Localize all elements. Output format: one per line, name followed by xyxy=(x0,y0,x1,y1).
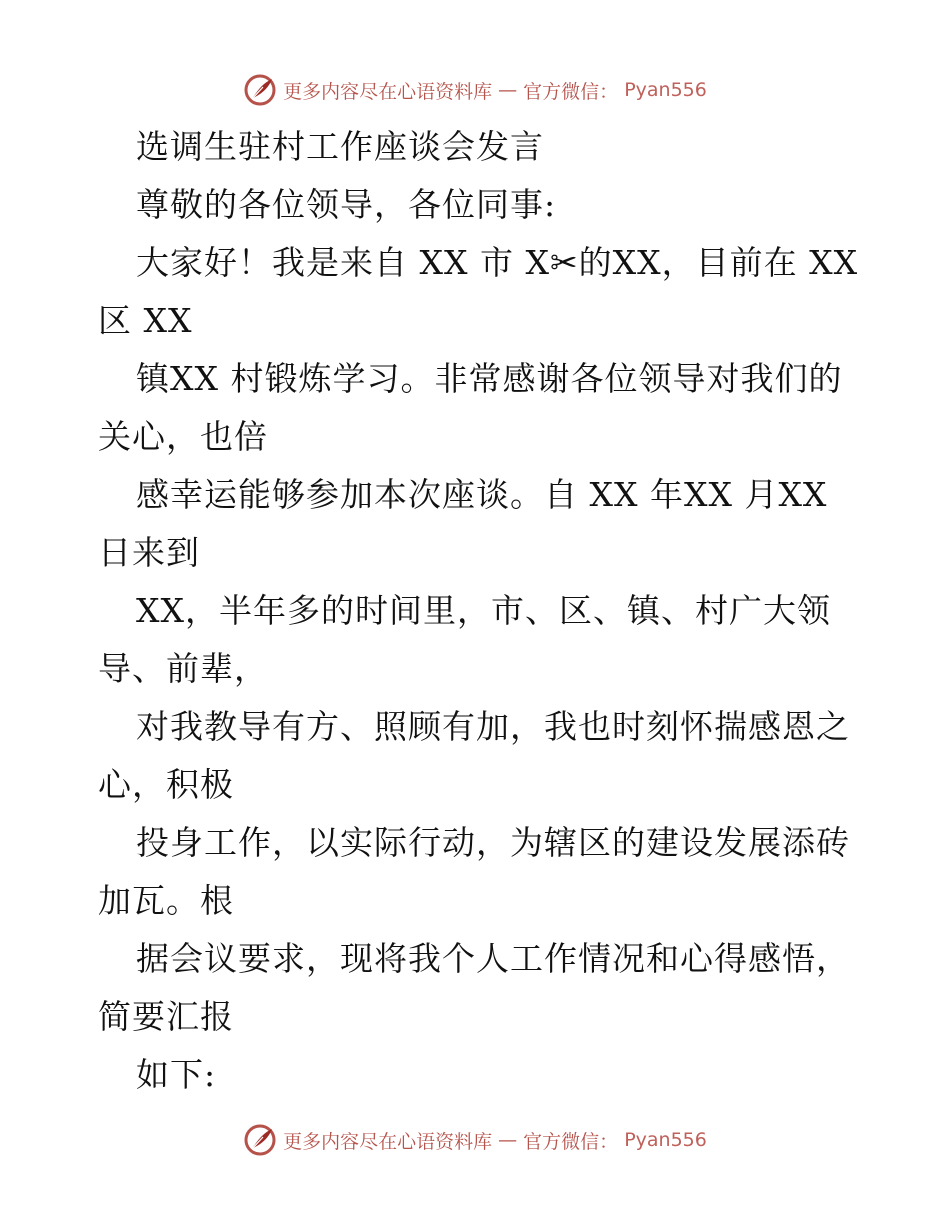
doc-title: 选调生驻村工作座谈会发言 xyxy=(136,127,544,166)
banner-text: 更多内容尽在心语资料库 xyxy=(283,1130,493,1153)
paragraph-line: 据会议要求，现将我个人工作情况和心得感悟， xyxy=(136,939,850,978)
banner-separator: — xyxy=(498,1129,518,1151)
paragraph-line: 心，积极 xyxy=(98,765,234,804)
banner-separator: — xyxy=(498,79,518,101)
paragraph-line: 简要汇报 xyxy=(98,997,234,1036)
wechat-id: Pyan556 xyxy=(624,1129,707,1151)
wechat-id: Pyan556 xyxy=(624,79,707,101)
paragraph-line: 导、前辈， xyxy=(98,649,268,688)
paragraph-line: 如下: xyxy=(136,1055,217,1094)
paragraph-line: 镇XX 村锻炼学习。非常感谢各位领导对我们的 xyxy=(136,359,843,398)
salutation: 尊敬的各位领导，各位同事: xyxy=(136,185,557,224)
wechat-label: 官方微信： xyxy=(523,80,619,103)
paragraph-line: 感幸运能够参加本次座谈。自 XX 年XX 月XX xyxy=(136,475,828,514)
footer-banner xyxy=(0,1120,950,1160)
paragraph-line: 加瓦。根 xyxy=(98,881,234,920)
paragraph-line: 投身工作，以实际行动，为辖区的建设发展添砖 xyxy=(136,823,850,862)
paragraph-line: 对我教导有方、照顾有加，我也时刻怀揣感恩之 xyxy=(136,707,850,746)
header-banner xyxy=(0,70,950,110)
wechat-label: 官方微信： xyxy=(523,1130,619,1153)
document-body xyxy=(98,118,858,1104)
paragraph-line: XX，半年多的时间里，市、区、镇、村广大领 xyxy=(136,591,831,630)
paragraph-line: 关心，也倍 xyxy=(98,417,268,456)
feather-quill-logo-icon xyxy=(243,73,277,107)
banner-text: 更多内容尽在心语资料库 xyxy=(283,80,493,103)
feather-quill-logo-icon xyxy=(243,1123,277,1157)
paragraph-line: 区 XX xyxy=(98,301,193,340)
paragraph-line: 大家好！我是来自 XX 市 X✂的XX，目前在 XX xyxy=(136,243,859,282)
paragraph-line: 日来到 xyxy=(98,533,200,572)
